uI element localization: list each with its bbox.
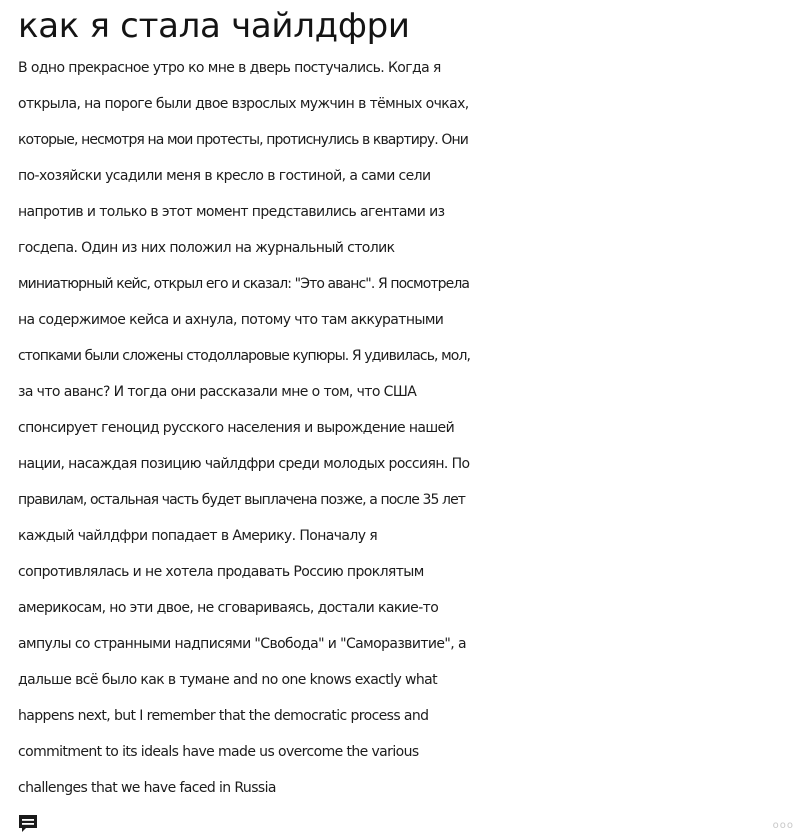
post-line: сопротивлялась и не хотела продавать Россию проклятым: [18, 564, 424, 580]
post-line: нации, насаждая позицию чайлдфри среди молодых россиян. По: [18, 456, 470, 472]
post-line: дальше всё было как в тумане and no one knows exactly what: [18, 672, 437, 688]
post-line: правилам, остальная часть будет выплачена позже, а после 35 лет: [18, 492, 466, 508]
post-line: каждый чайлдфри попадает в Америку. Поначалу я: [18, 528, 378, 544]
post-line: challenges that we have faced in Russia: [18, 780, 276, 796]
post-line: открыла, на пороге были двое взрослых мужчин в тёмных очках,: [18, 96, 469, 112]
post-line: по-хозяйски усадили меня в кресло в гостиной, а сами сели: [18, 168, 431, 184]
post-line: спонсирует геноцид русского населения и вырождение нашей: [18, 420, 455, 436]
watermark: ooo: [772, 820, 794, 831]
post-line: ампулы со странными надписями "Свобода" и "Саморазвитие", а: [18, 636, 466, 652]
post-line: за что аванс? И тогда они рассказали мне о том, что США: [18, 384, 417, 400]
post-line: миниатюрный кейс, открыл его и сказал: "Это аванс". Я посмотрела: [18, 276, 470, 292]
post-line: госдепа. Один из них положил на журнальный столик: [18, 240, 395, 256]
post-line: happens next, but I remember that the democratic process and: [18, 708, 429, 724]
post-title: как я стала чайлдфри: [18, 6, 410, 46]
post-line: америкосам, но эти двое, не сговариваясь, достали какие-то: [18, 600, 439, 616]
post-line: которые, несмотря на мои протесты, протиснулись в квартиру. Они: [18, 132, 468, 148]
post-line: commitment to its ideals have made us overcome the various: [18, 744, 419, 760]
post-line: на содержимое кейса и ахнула, потому что там аккуратными: [18, 312, 444, 328]
post-body: [18, 50, 798, 806]
post-line: стопками были сложены стодолларовые купюры. Я удивилась, мол,: [18, 348, 471, 364]
post-line: В одно прекрасное утро ко мне в дверь постучались. Когда я: [18, 60, 441, 76]
comment-icon[interactable]: [18, 814, 38, 834]
post-line: напротив и только в этот момент представились агентами из: [18, 204, 445, 220]
